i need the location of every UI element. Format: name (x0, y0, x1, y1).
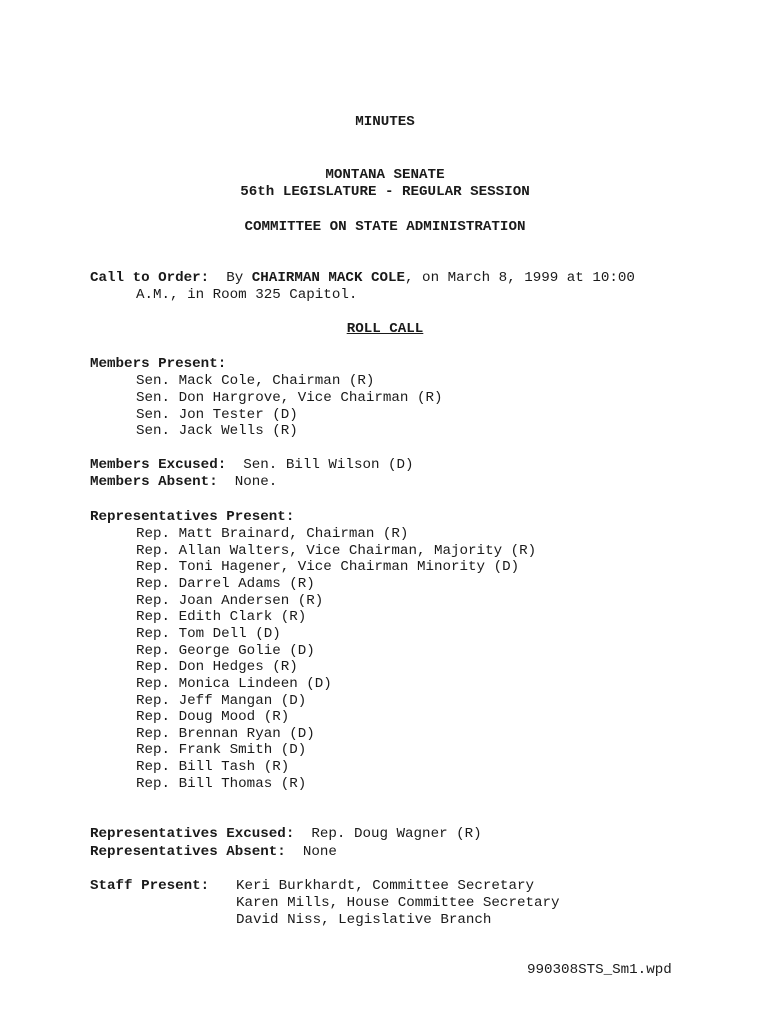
representative-present-item: Rep. Bill Tash (R) (136, 759, 290, 776)
representatives-excused-line (90, 826, 482, 842)
minutes-title: MINUTES (355, 114, 415, 130)
call-to-order-label: Call to Order: (90, 270, 210, 286)
representative-present-item: Rep. Jeff Mangan (D) (136, 692, 307, 709)
call-to-order-rest: , on March 8, 1999 at 10:00 (405, 270, 635, 286)
members-present-label: Members Present: (90, 356, 227, 372)
representative-present-item: Rep. Matt Brainard, Chairman (R) (136, 526, 409, 542)
members-excused-label: Members Excused: (90, 457, 227, 473)
body-name: MONTANA SENATE (325, 167, 445, 183)
representative-present-item: Rep. Brennan Ryan (D) (136, 725, 315, 742)
representative-present-item: Rep. Doug Mood (R) (136, 709, 290, 726)
representatives-excused-label: Representatives Excused: (90, 826, 295, 842)
representative-present-item: Rep. Joan Andersen (R) (136, 592, 324, 609)
representatives-absent-label: Representatives Absent: (90, 844, 286, 860)
representatives-excused-value: Rep. Doug Wagner (R) (311, 826, 482, 842)
representatives-absent-value: None (302, 844, 337, 860)
representative-present-item: Rep. Bill Thomas (R) (136, 775, 307, 792)
members-absent-line (90, 474, 277, 490)
call-to-order-line1 (90, 270, 635, 286)
members-absent-label: Members Absent: (90, 474, 218, 490)
representative-present-item: Rep. Toni Hagener, Vice Chairman Minority (D) (136, 559, 520, 576)
staff-present-item: David Niss, Legislative Branch (236, 912, 492, 928)
staff-present-item: Keri Burkhardt, Committee Secretary (236, 878, 534, 894)
legislature-session: 56th LEGISLATURE - REGULAR SESSION (240, 184, 530, 200)
member-present-item: Sen. Jon Tester (D) (136, 406, 298, 423)
representative-present-item: Rep. Monica Lindeen (D) (136, 675, 332, 692)
representative-present-item: Rep. Allan Walters, Vice Chairman, Majority (R) (136, 542, 537, 559)
representative-present-item: Rep. Darrel Adams (R) (136, 575, 315, 592)
representative-present-item: Rep. Frank Smith (D) (136, 742, 307, 759)
committee-name: COMMITTEE ON STATE ADMINISTRATION (244, 219, 526, 235)
footer-filename: 990308STS_Sm1.wpd (527, 962, 672, 978)
members-excused-line (90, 457, 414, 473)
call-to-order-chairman: CHAIRMAN MACK COLE (251, 270, 406, 286)
representative-present-item: Rep. Tom Dell (D) (136, 625, 281, 642)
representative-present-item: Rep. Edith Clark (R) (136, 609, 307, 626)
call-to-order-line2: A.M., in Room 325 Capitol. (136, 287, 358, 303)
member-present-item: Sen. Mack Cole, Chairman (R) (136, 373, 375, 389)
representative-present-item: Rep. Don Hedges (R) (136, 659, 298, 676)
staff-present-item: Karen Mills, House Committee Secretary (236, 895, 560, 911)
member-present-item: Sen. Don Hargrove, Vice Chairman (R) (136, 389, 443, 406)
representatives-absent-line (90, 844, 337, 860)
staff-present-label: Staff Present: (90, 878, 210, 894)
members-excused-value: Sen. Bill Wilson (D) (243, 457, 414, 473)
call-to-order-by: By (226, 270, 244, 286)
members-absent-value: None. (234, 474, 278, 490)
member-present-item: Sen. Jack Wells (R) (136, 423, 298, 440)
representatives-present-label: Representatives Present: (90, 509, 295, 525)
roll-call-heading: ROLL CALL (346, 321, 424, 337)
representative-present-item: Rep. George Golie (D) (136, 642, 315, 659)
